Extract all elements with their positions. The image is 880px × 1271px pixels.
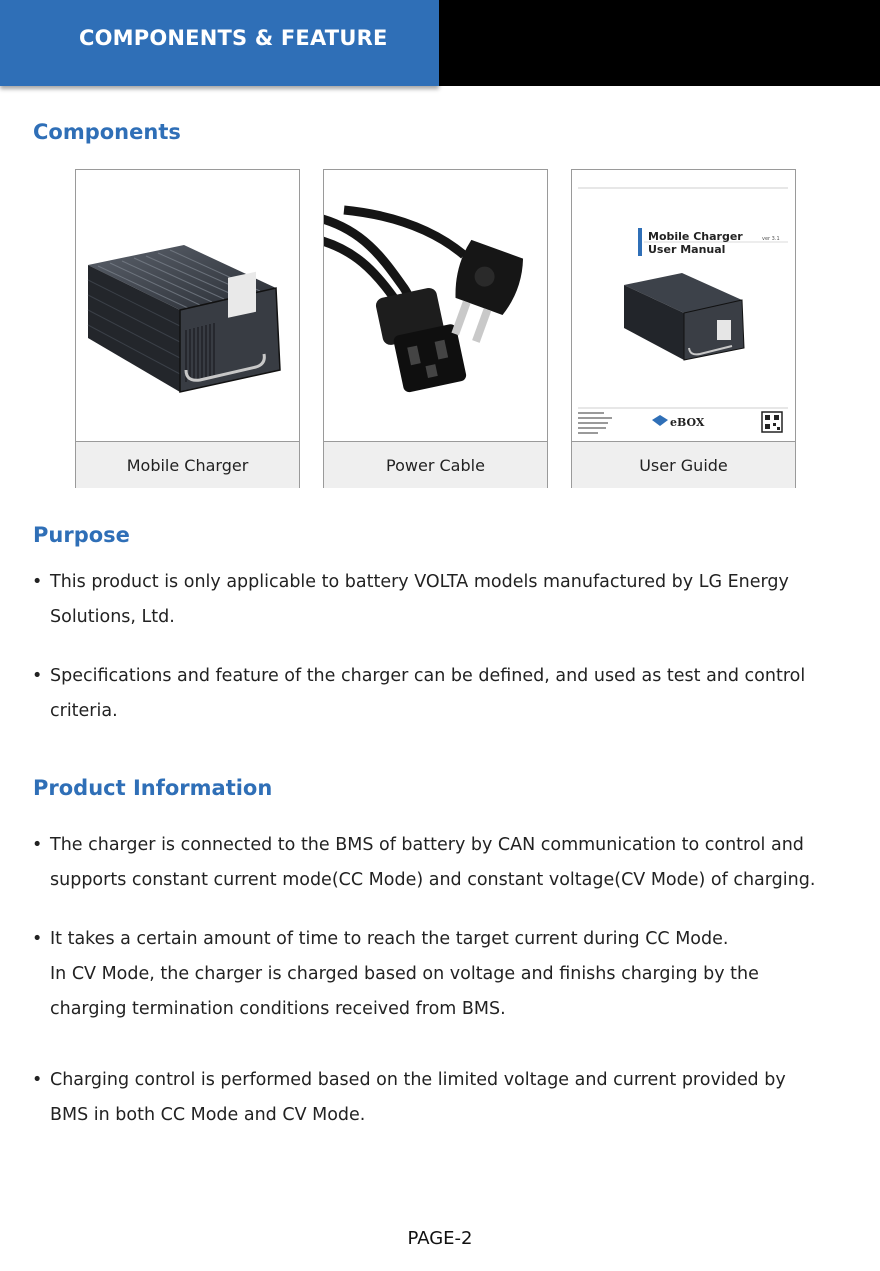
product-info-line: supports constant current mode(CC Mode) and constant voltage(CV Mode) of charging. (50, 870, 816, 890)
product-info-line: charging termination conditions received from BMS. (50, 999, 506, 1019)
guide-title-line1: Mobile Charger (648, 230, 743, 243)
power-cable-image (324, 170, 547, 441)
purpose-item-2 (32, 659, 805, 729)
product-info-line: Charging control is performed based on the limited voltage and current provided by (50, 1070, 786, 1090)
product-info-line: It takes a certain amount of time to reach the target current during CC Mode. (50, 929, 729, 949)
page-header (0, 0, 880, 88)
guide-version: ver 3.1 (762, 236, 780, 242)
purpose-line: This product is only applicable to battery VOLTA models manufactured by LG Energy (50, 572, 789, 592)
product-info-line: The charger is connected to the BMS of battery by CAN communication to control and (50, 835, 804, 855)
page-number: PAGE-2 (407, 1228, 473, 1249)
bullet: • (32, 1070, 43, 1090)
component-caption: Mobile Charger (76, 441, 299, 488)
purpose-line: criteria. (50, 701, 118, 721)
product-info-heading: Product Information (33, 776, 273, 800)
product-info-item-2 (32, 922, 759, 1027)
guide-title-line2: User Manual (648, 243, 726, 256)
guide-brand: eBOX (670, 416, 705, 429)
component-card-mobile-charger (75, 169, 300, 488)
purpose-line: Solutions, Ltd. (50, 607, 175, 627)
bullet: • (32, 835, 43, 855)
component-caption: Power Cable (324, 441, 547, 488)
product-info-line: BMS in both CC Mode and CV Mode. (50, 1105, 366, 1125)
bullet: • (32, 666, 43, 686)
mobile-charger-image (76, 170, 299, 441)
header-black-bar (439, 0, 880, 86)
product-info-line: In CV Mode, the charger is charged based on voltage and finishs charging by the (50, 964, 759, 984)
bullet: • (32, 929, 43, 949)
purpose-item-1 (32, 565, 789, 635)
product-info-item-1 (32, 828, 815, 898)
bullet: • (32, 572, 43, 592)
product-info-item-3 (32, 1063, 786, 1133)
purpose-heading: Purpose (33, 523, 130, 547)
header-title: COMPONENTS & FEATURE (79, 26, 388, 50)
component-card-power-cable (323, 169, 548, 488)
component-caption: User Guide (572, 441, 795, 488)
components-heading: Components (33, 120, 181, 144)
purpose-line: Specifications and feature of the charger can be defined, and used as test and control (50, 666, 806, 686)
component-card-user-guide (571, 169, 796, 488)
user-guide-image (572, 170, 795, 441)
